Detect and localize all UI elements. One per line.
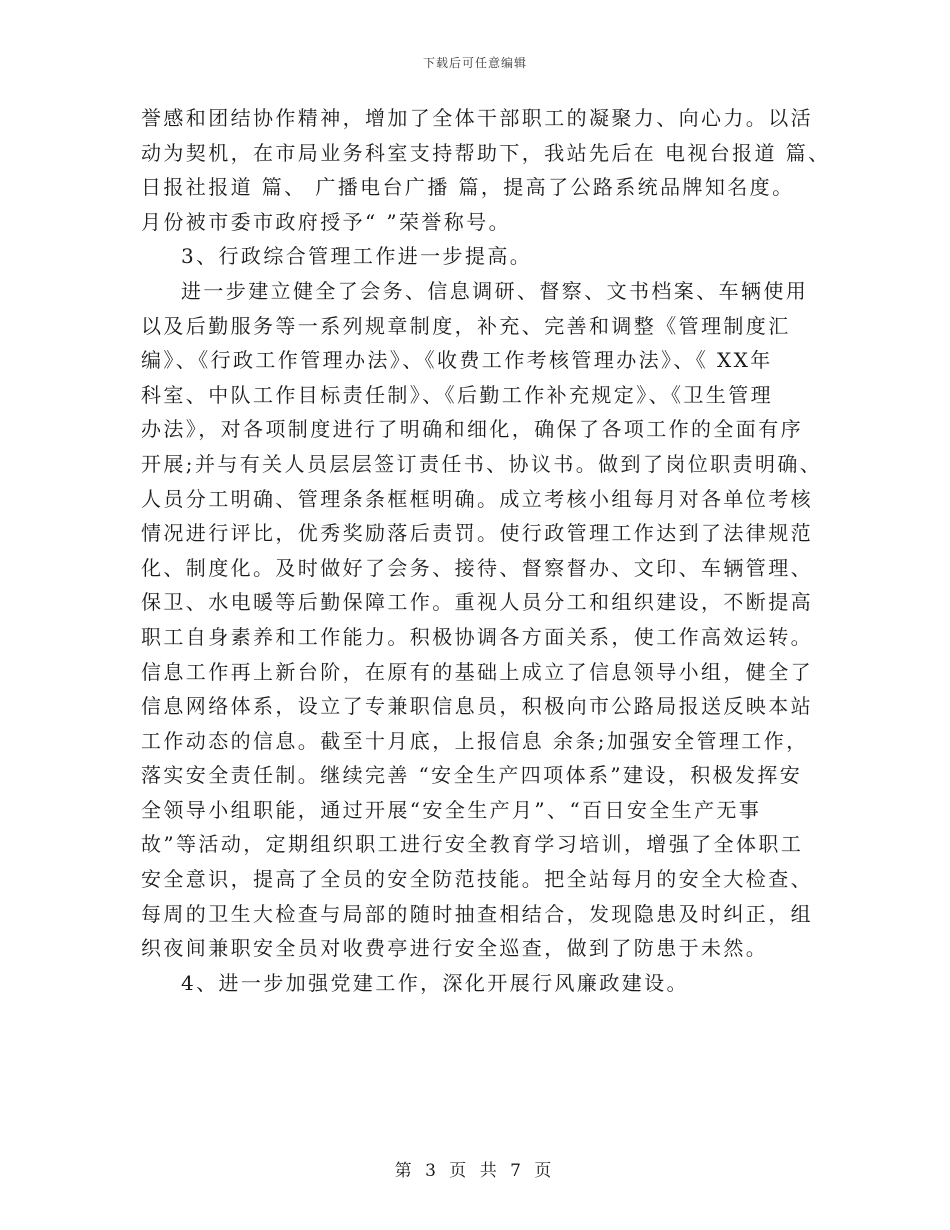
text-line: 职工自身素养和工作能力。积极协调各方面关系，使工作高效运转。 xyxy=(141,624,813,649)
text-line: 全领导小组职能，通过开展“安全生产月”、“百日安全生产无事 xyxy=(141,797,762,822)
text-line: 信息工作再上新台阶，在原有的基础上成立了信息领导小组，健全了 xyxy=(141,659,813,684)
text-line: 开展;并与有关人员层层签订责任书、协议书。做到了岗位职责明确、 xyxy=(141,451,823,476)
text-line: 动为契机，在市局业务科室支持帮助下，我站先后在 电视台报道 篇、 xyxy=(141,140,831,165)
text-line: 以及后勤服务等一系列规章制度，补充、完善和调整《管理制度汇 xyxy=(141,313,791,338)
text-line: 织夜间兼职安全员对收费亭进行安全巡查，做到了防患于未然。 xyxy=(141,936,769,961)
text-line: 进一步建立健全了会务、信息调研、督察、文书档案、车辆使用 xyxy=(181,278,809,303)
text-line: 月份被市委市政府授予“ ”荣誉称号。 xyxy=(141,209,512,234)
text-line: 信息网络体系，设立了专兼职信息员，积极向市公路局报送反映本站 xyxy=(141,694,813,719)
text-line: 工作动态的信息。截至十月底，上报信息 余条;加强安全管理工作， xyxy=(141,728,809,753)
text-line: 安全意识，提高了全员的安全防范技能。把全站每月的安全大检查、 xyxy=(141,867,813,892)
document-body xyxy=(141,101,831,1000)
text-line: 编》、《行政工作管理办法》、《收费工作考核管理办法》、《 XX年 xyxy=(141,348,773,373)
text-line: 落实安全责任制。继续完善 “安全生产四项体系”建设，积极发挥安 xyxy=(141,763,803,788)
text-line: 故”等活动，定期组织职工进行安全教育学习培训，增强了全体职工 xyxy=(141,832,804,857)
text-line: 办法》，对各项制度进行了明确和细化，确保了各项工作的全面有序 xyxy=(141,417,803,442)
text-line: 4、进一步加强党建工作，深化开展行风廉政建设。 xyxy=(181,970,689,995)
text-line: 人员分工明确、管理条条框框明确。成立考核小组每月对各单位考核 xyxy=(141,486,813,511)
text-line: 科室、中队工作目标责任制》、《后勤工作补充规定》、《卫生管理 xyxy=(141,382,773,407)
text-line: 情况进行评比，优秀奖励落后责罚。使行政管理工作达到了法律规范 xyxy=(141,521,813,546)
text-line: 日报社报道 篇、 广播电台广播 篇，提高了公路系统品牌知名度。 xyxy=(141,175,795,200)
page-header: 下载后可任意编辑 xyxy=(422,56,527,70)
text-line: 誉感和团结协作精神，增加了全体干部职工的凝聚力、向心力。以活 xyxy=(141,106,813,130)
text-line: 每周的卫生大检查与局部的随时抽查相结合，发现隐患及时纠正，组 xyxy=(141,901,813,926)
text-line: 保卫、水电暖等后勤保障工作。重视人员分工和组织建设，不断提高 xyxy=(141,590,813,615)
text-line: 化、制度化。及时做好了会务、接待、督察督办、文印、车辆管理、 xyxy=(141,555,813,580)
page-footer: 第 3 页 共 7 页 xyxy=(394,1161,556,1181)
text-line: 3、行政综合管理工作进一步提高。 xyxy=(181,244,533,269)
